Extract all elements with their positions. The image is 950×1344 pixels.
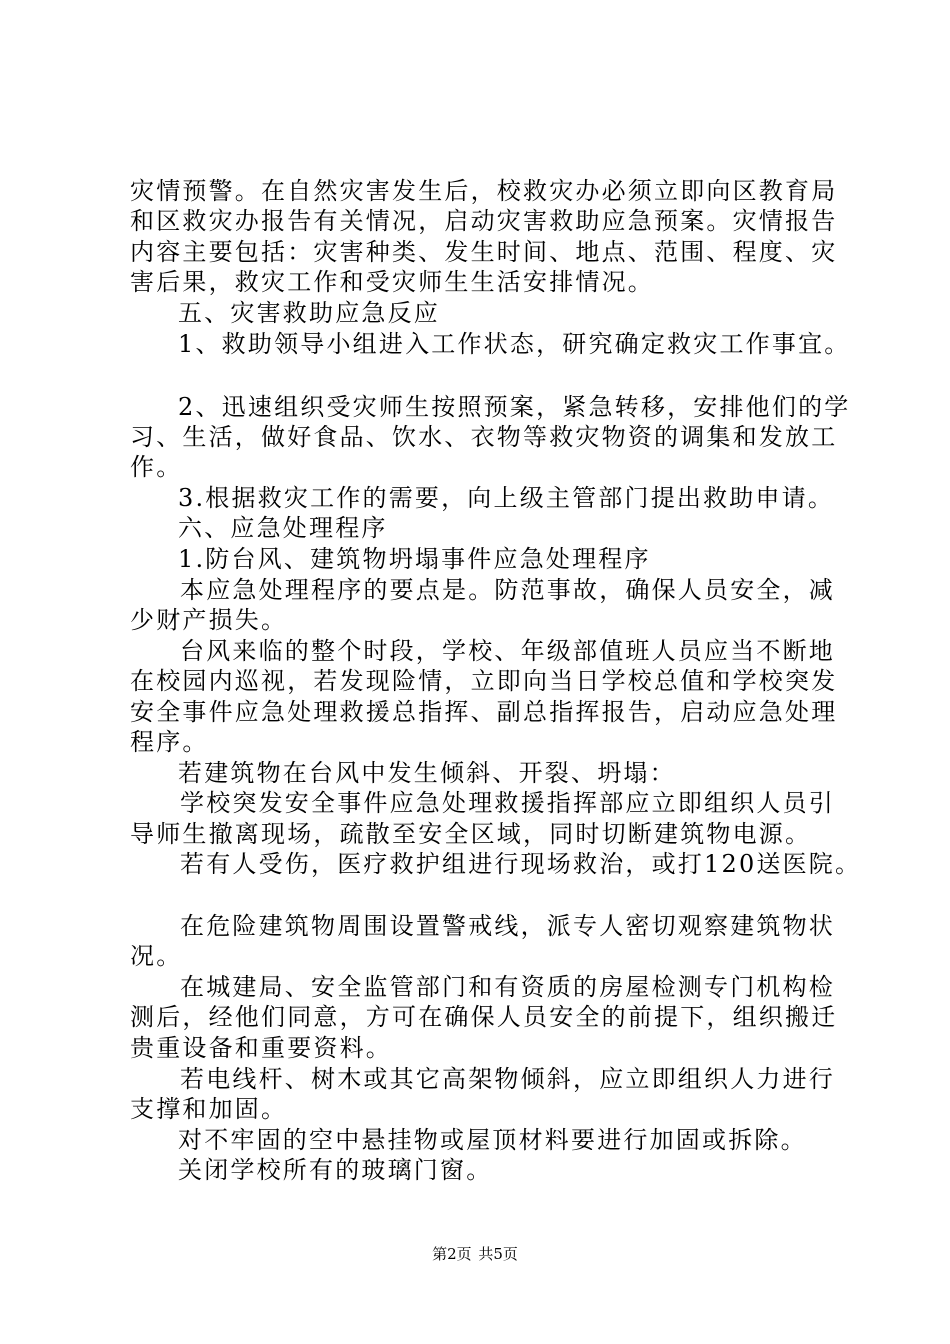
text-line: 况。 [130, 942, 183, 970]
text-line: 作。 [130, 453, 183, 481]
text-line: 2、迅速组织受灾师生按照预案，紧急转移，安排他们的学 [178, 393, 851, 421]
text-line: 在校园内巡视，若发现险情，立即向当日学校总值和学校突发 [130, 667, 838, 695]
text-line: 内容主要包括：灾害种类、发生时间、地点、范围、程度、灾 [130, 238, 838, 266]
text-line: 3.根据救灾工作的需要，向上级主管部门提出救助申请。 [178, 484, 835, 512]
page-total: 共5页 [478, 1245, 518, 1263]
text-line: 1、救助领导小组进入工作状态，研究确定救灾工作事宜。 [178, 330, 851, 358]
text-line: 灾情预警。在自然灾害发生后，校救灾办必须立即向区教育局 [130, 177, 838, 205]
page-number: 第2页 [432, 1245, 472, 1263]
section-heading: 五、灾害救助应急反应 [178, 299, 440, 327]
text-line: 关闭学校所有的玻璃门窗。 [178, 1156, 493, 1184]
text-line: 习、生活，做好食品、饮水、衣物等救灾物资的调集和发放工 [130, 423, 838, 451]
text-line: 在城建局、安全监管部门和有资质的房屋检测专门机构检 [180, 973, 835, 1001]
subsection-heading: 1.防台风、建筑物坍塌事件应急处理程序 [178, 545, 651, 573]
text-line: 程序。 [130, 728, 209, 756]
text-line: 害后果，救灾工作和受灾师生生活安排情况。 [130, 268, 654, 296]
section-heading: 六、应急处理程序 [178, 514, 388, 542]
page-footer [0, 1244, 950, 1264]
text-line: 本应急处理程序的要点是。防范事故，确保人员安全，减 [180, 576, 835, 604]
text-line: 若电线杆、树木或其它高架物倾斜，应立即组织人力进行 [180, 1065, 835, 1093]
text-line: 和区救灾办报告有关情况，启动灾害救助应急预案。灾情报告 [130, 207, 838, 235]
text-line: 安全事件应急处理救援总指挥、副总指挥报告，启动应急处理 [130, 698, 838, 726]
text-line: 在危险建筑物周围设置警戒线，派专人密切观察建筑物状 [180, 912, 835, 940]
text-line: 对不牢固的空中悬挂物或屋顶材料要进行加固或拆除。 [178, 1126, 807, 1154]
text-line: 贵重设备和重要资料。 [130, 1034, 392, 1062]
text-line: 若建筑物在台风中发生倾斜、开裂、坍塌： [178, 759, 676, 787]
text-line: 测后，经他们同意，方可在确保人员安全的前提下，组织搬迁 [130, 1003, 838, 1031]
text-line: 导师生撤离现场，疏散至安全区域，同时切断建筑物电源。 [130, 820, 812, 848]
text-line: 若有人受伤，医疗救护组进行现场救治，或打120送医院。 [180, 850, 862, 878]
text-line: 学校突发安全事件应急处理救援指挥部应立即组织人员引 [180, 789, 835, 817]
text-line: 支撑和加固。 [130, 1095, 288, 1123]
text-line: 少财产损失。 [130, 606, 288, 634]
text-line: 台风来临的整个时段，学校、年级部值班人员应当不断地 [180, 637, 835, 665]
